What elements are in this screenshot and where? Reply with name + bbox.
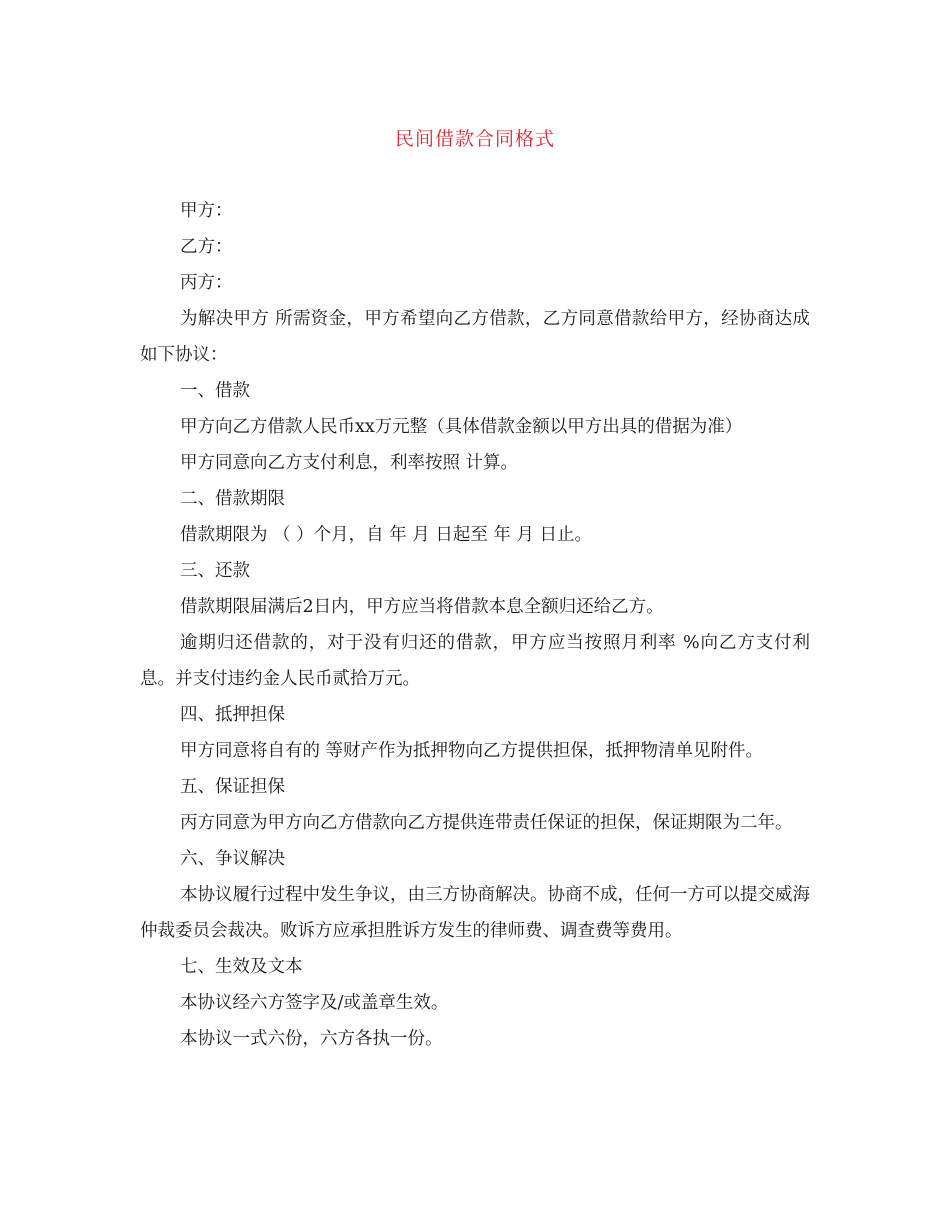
- loan-amount-paragraph: 甲方向乙方借款人民币xx万元整（具体借款金额以甲方出具的借据为准）: [180, 417, 743, 437]
- party-a-label: 甲方：: [180, 201, 233, 221]
- section-4-heading: 四、抵押担保: [180, 705, 285, 725]
- loan-term-paragraph: 借款期限为 （ ）个月，自 年 月 日起至 年 月 日止。: [180, 525, 593, 545]
- repayment-paragraph: 借款期限届满后2日内，甲方应当将借款本息全额归还给乙方。: [180, 597, 664, 617]
- mortgage-paragraph: 甲方同意将自有的 等财产作为抵押物向乙方提供担保，抵押物清单见附件。: [180, 741, 764, 761]
- dispute-paragraph: 本协议履行过程中发生争议，由三方协商解决。协商不成，任何一方可以提交威海仲裁委员会裁决。败诉方应承担胜诉方发生的律师费、调查费等费用。: [140, 885, 810, 941]
- document-title: 民间借款合同格式: [394, 128, 555, 150]
- section-3-heading: 三、还款: [180, 561, 250, 581]
- interest-paragraph: 甲方同意向乙方支付利息，利率按照 计算。: [180, 453, 519, 473]
- guarantee-paragraph: 丙方同意为甲方向乙方借款向乙方提供连带责任保证的担保，保证期限为二年。: [180, 813, 793, 833]
- section-6-heading: 六、争议解决: [180, 849, 285, 869]
- copies-paragraph: 本协议一式六份，六方各执一份。: [180, 1029, 443, 1049]
- effectiveness-paragraph: 本协议经六方签字及/或盖章生效。: [180, 993, 449, 1013]
- preamble-paragraph: 为解决甲方 所需资金，甲方希望向乙方借款，乙方同意借款给甲方，经协商达成如下协议：: [140, 309, 810, 365]
- section-7-heading: 七、生效及文本: [180, 957, 303, 977]
- section-5-heading: 五、保证担保: [180, 777, 285, 797]
- party-b-label: 乙方：: [180, 237, 233, 257]
- party-c-label: 丙方：: [180, 273, 233, 293]
- section-1-heading: 一、借款: [180, 381, 250, 401]
- overdue-paragraph: 逾期归还借款的，对于没有归还的借款，甲方应当按照月利率 %向乙方支付利息。并支付违约金人民币贰拾万元。: [140, 633, 810, 689]
- section-2-heading: 二、借款期限: [180, 489, 285, 509]
